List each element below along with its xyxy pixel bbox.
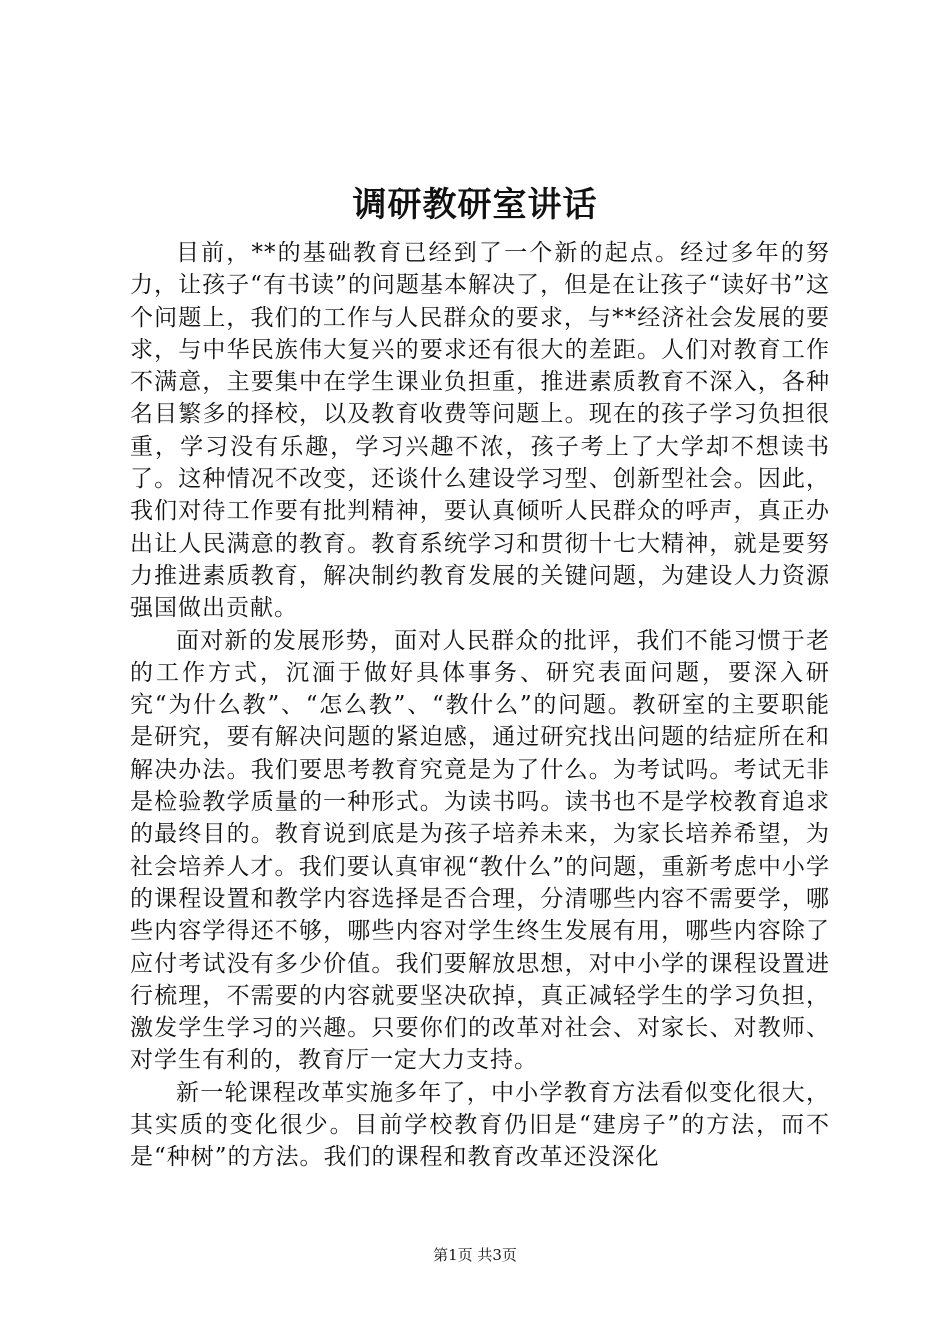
paragraph-3: 新一轮课程改革实施多年了，中小学教育方法看似变化很大，其实质的变化很少。目前学校教育仍旧是“建房子”的方法，而不是“种树”的方法。我们的课程和教育改革还没深化 (130, 1079, 830, 1171)
page-number-footer: 第1页 共3页 (433, 1246, 517, 1264)
document-body (130, 237, 830, 1174)
document-title: 调研教研室讲话 (352, 185, 598, 225)
paragraph-1: 目前，**的基础教育已经到了一个新的起点。经过多年的努力，让孩子“有书读”的问题基本解决了，但是在让孩子“读好书”这个问题上，我们的工作与人民群众的要求，与**经济社会发展的要求，与中华民族伟大复兴的要求还有很大的差距。人们对教育工作不满意，主要集中在学生课业负担重，推进素质教育不深入，各种名目繁多的择校，以及教育收费等问题上。现在的孩子学习负担很重，学习没有乐趣，学习兴趣不浓，孩子考上了大学却不想读书了。这种情况不改变，还谈什么建设学习型、创新型社会。因此，我们对待工作要有批判精神，要认真倾听人民群众的呼声，真正办出让人民满意的教育。教育系统学习和贯彻十七大精神，就是要努力推进素质教育，解决制约教育发展的关键问题，为建设人力资源强国做出贡献。 (130, 240, 830, 622)
paragraph-2: 面对新的发展形势，面对人民群众的批评，我们不能习惯于老的工作方式，沉湎于做好具体事务、研究表面问题，要深入研究“为什么教”、“怎么教”、“教什么”的问题。教研室的主要职能是研究，要有解决问题的紧迫感，通过研究找出问题的结症所在和解决办法。我们要思考教育究竟是为了什么。为考试吗。考试无非是检验教学质量的一种形式。为读书吗。读书也不是学校教育追求的最终目的。教育说到底是为孩子培养未来，为家长培养希望，为社会培养人才。我们要认真审视“教什么”的问题，重新考虑中小学的课程设置和教学内容选择是否合理，分清哪些内容不需要学，哪些内容学得还不够，哪些内容对学生终生发展有用，哪些内容除了应付考试没有多少价值。我们要解放思想，对中小学的课程设置进行梳理，不需要的内容就要坚决砍掉，真正减轻学生的学习负担，激发学生学习的兴趣。只要你们的改革对社会、对家长、对教师、对学生有利的，教育厅一定大力支持。 (130, 627, 830, 1074)
